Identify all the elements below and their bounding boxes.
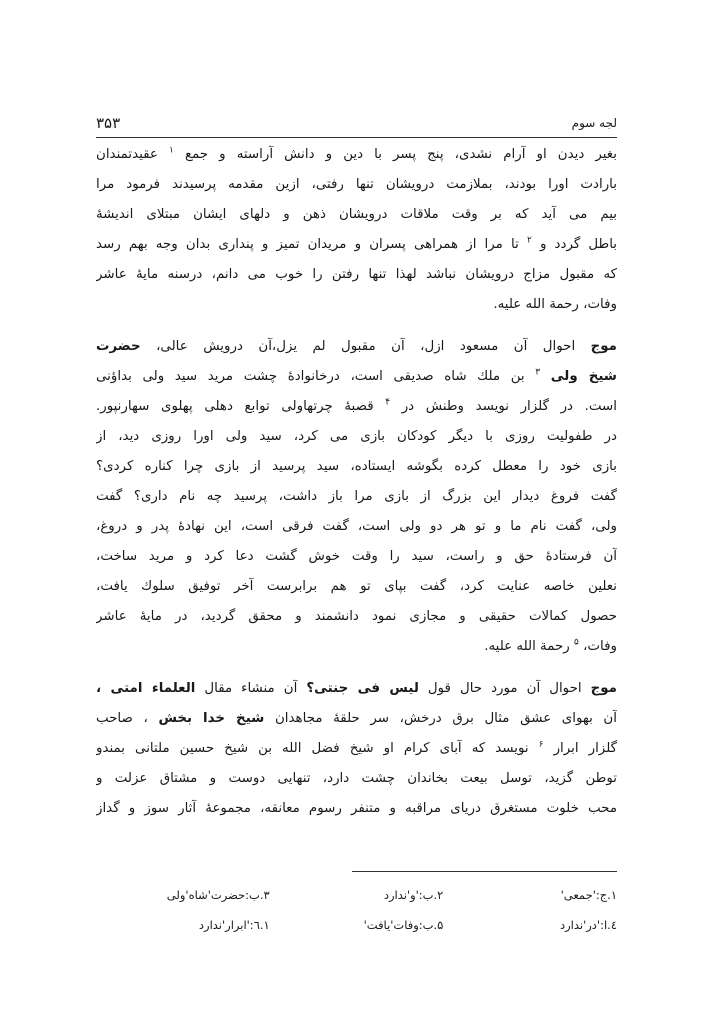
text-line: موج احوال آن مورد حال قول لیس فی جنتی؟ آن منشاء مقال العلماء امتی ، [96,681,617,696]
footnote-row [96,884,617,914]
footnote-item: ٤.ا:'در'ندارد [559,918,617,932]
page-header [96,112,617,134]
text-line: آن بهوای عشق مثال برق درخش، سر حلقهٔ مجاهدان شیخ خدا بخش ، صاحب [96,711,617,726]
footnote-ref[interactable]: ۲ [526,235,532,246]
text-line: گلزار ابرار $^۶$ نویسد که آبای کرام او شیخ فضل الله بن شیخ حسین ملتانی بمندو [96,739,617,756]
text-line: باطل گردد و $^۲$ تا مرا از همراهی پسران و مریدان تمیز و پنداری بدان وجه بهم رسد [96,235,617,252]
text-line: که مقبول مزاج درویشان نباشد لهذا تنها رفتن را خوب می دانم، درسنه مایهٔ عاشر [96,267,617,282]
text-line: حصول کمالات حقیقی و مجازی نمود دانشمند و محقق گردید، در مایهٔ عاشر [96,609,617,624]
paragraph-gap [96,662,617,674]
section-marker: موج [590,681,617,696]
footnote-row [96,914,617,944]
footnote-ref[interactable]: ۶ [538,739,544,750]
paragraph-1 [96,140,617,320]
body-text [96,140,617,824]
footnotes [96,884,617,944]
footnote-ref[interactable]: ۱ [169,145,174,156]
section-marker: موج [590,339,617,354]
footnote-ref[interactable]: ۳ [535,367,541,378]
text-line: وفات، $^۵$ رحمة الله علیه. [484,637,617,654]
text-line: توطن گزید، توسل بیعت بخاندان چشت دارد، تنهایی دوست و مشتاق عزلت و [96,771,617,786]
paragraph-gap [96,320,617,332]
text-line: موج احوال آن مسعود ازل، آن مقبول لم یزل،آن درویش عالی، حضرت [96,339,617,354]
text-line: محب خلوت مستغرق دریای مراقبه و متنفر رسوم معانقه، مجموعهٔ آثار سوز و گداز [96,801,617,816]
text-line: آن فرستادهٔ حق و راست، سید را وقت خوش گشت دعا کرد و مرید ساخت، [96,549,617,564]
text-line: بیم می آید که بر وقت ملاقات درویشان ذهن و دلهای ایشان مبتلای اندیشهٔ [96,207,617,222]
footnote-item: ۱.٦:'ابرار'ندارد [198,918,270,932]
footnote-item: ۳.ب:حضرت'شاه'ولی [166,888,270,902]
footnote-item: ۱.ج:'جمعی' [560,888,617,902]
text-line: در طفولیت روزی با دیگر کودکان بازی می کرد، سید ولی اورا روزی دید، از [96,429,617,444]
text-line: نعلین خاصه عنایت کرد، گفت بپای تو هم برابرست آخر توفیق سلوك یافت، [96,579,617,594]
footnote-item: ۵.ب:وفات'یافت' [363,918,444,932]
paragraph-3 [96,674,617,824]
text-line: وفات، رحمة الله علیه. [493,297,617,312]
footnote-rule [352,871,617,872]
text-line: گفت فروغ دیدار این بزرگ از بازی مرا باز داشت، پرسید چه نام داری؟ گفت [96,489,617,504]
text-line: بازی خود را معطل کرده بگوشه ایستاده، سید پرسید از بازی چرا کناره کردی؟ [96,459,617,474]
text-line: بغیر دیدن او آرام نشدی، پنج پسر با دین و دانش آراسته و جمع $^۱$ عقیدتمندان [96,145,617,162]
text-line: است. در گلزار نویسد وطنش در $^۴$ قصبهٔ چرتهاولی توابع دهلی پهلوی سهارنپور. [96,397,617,414]
footnote-ref[interactable]: ۵ [574,637,579,648]
page-number: ۳۵۳ [96,114,121,132]
text-line: شیخ ولی $^۳$ بن ملك شاه صدیقی است، درخانوادهٔ چشت مرید سید ولی بداؤنی [96,367,617,384]
text-line: ولی، گفت نام ما و تو هر دو ولی است، گفت فرقی است، این نهادهٔ پدر و دروغ، [96,519,617,534]
paragraph-2 [96,332,617,662]
text-line: بارادت اورا بودند، بملازمت درویشان تنها رفتی، ازین مقدمه پرسیدند فرمود مرا [96,177,617,192]
header-rule [96,137,617,138]
chapter-title: لجه سوم [571,116,617,130]
footnote-item: ۲.ب:'و'ندارد [383,888,444,902]
footnote-ref[interactable]: ۴ [385,397,391,408]
